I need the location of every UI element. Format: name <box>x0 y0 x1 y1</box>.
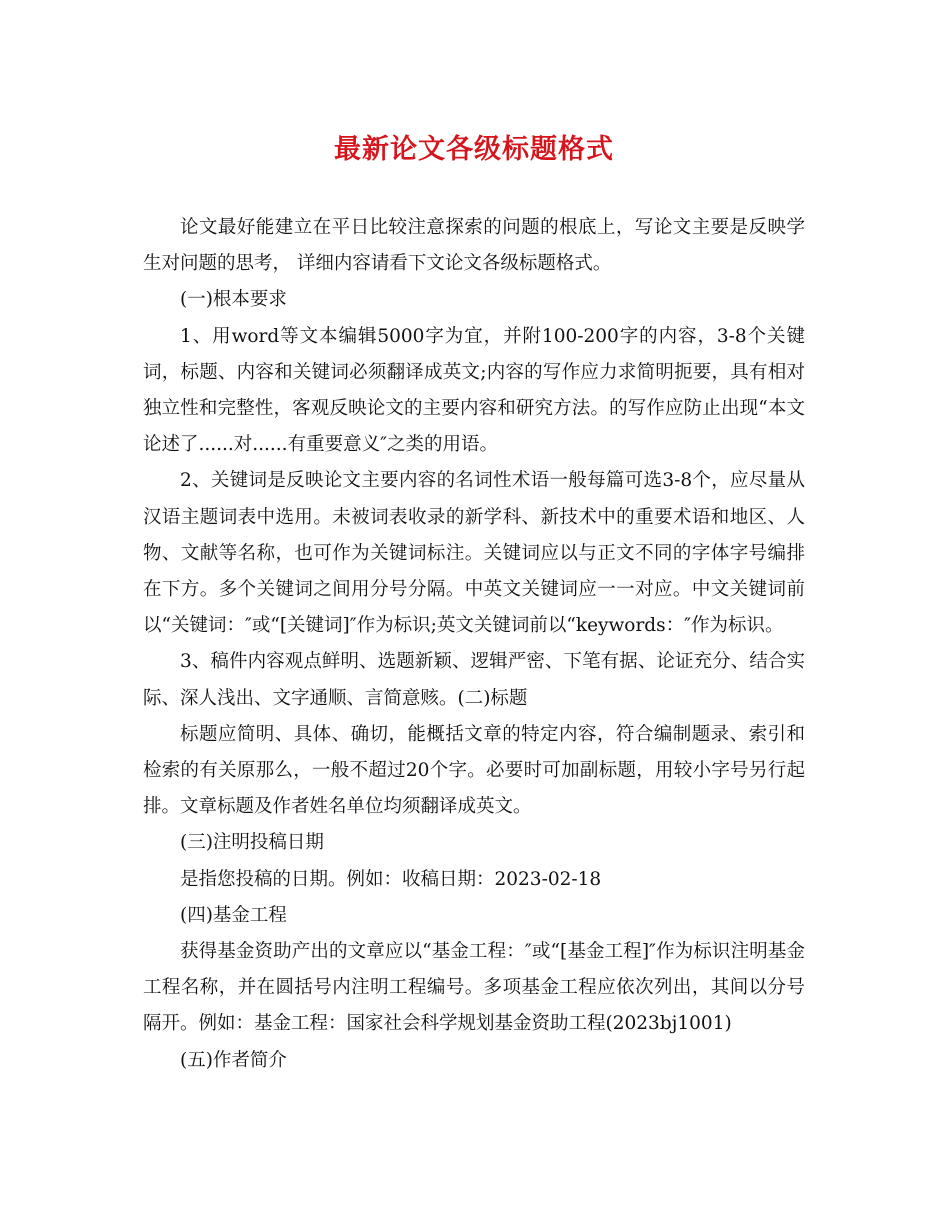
section-heading-author-bio: (五)作者简介 <box>180 1049 287 1071</box>
fund-project-paragraph: 获得基金资助产出的文章应以“基金工程：″或“[基金工程]″作为标识注明基金工程名称，并在圆括号内注明工程编号。多项基金工程应依次列出，其间以分号隔开。例如：基金工程：国家社会科学规划基金资助工程(2023bj1001) <box>143 941 805 1035</box>
section-heading-basic-requirements: (一)根本要求 <box>180 289 287 311</box>
section-heading-fund-project: (四)基金工程 <box>180 904 287 926</box>
requirement-item-3: 3、稿件内容观点鲜明、选题新颖、逻辑严密、下笔有据、论证充分、结合实际、深人浅出、文字通顺、言简意赅。(二)标题 <box>143 651 805 709</box>
section-heading-submission-date: (三)注明投稿日期 <box>180 832 324 854</box>
document-title: 最新论文各级标题格式 <box>334 134 614 165</box>
intro-paragraph: 论文最好能建立在平日比较注意探索的问题的根底上，写论文主要是反映学生对问题的思考， 详细内容请看下文论文各级标题格式。 <box>143 217 805 275</box>
submission-date-paragraph: 是指您投稿的日期。例如：收稿日期：2023-02-18 <box>180 868 602 890</box>
requirement-item-2: 2、关键词是反映论文主要内容的名词性术语一般每篇可选3-8个，应尽量从汉语主题词表中选用。未被词表收录的新学科、新技术中的重要术语和地区、人物、文献等名称，也可作为关键词标注。关键词应以与正文不同的字体字号编排在下方。多个关键词之间用分号分隔。中英文关键词应一一对应。中文关键词前以“关键词：″或“[关键词]″作为标识;英文关键词前以“keywords：″作为标识。 <box>143 470 805 637</box>
requirement-item-1: 1、用word等文本编辑5000字为宜，并附100-200字的内容，3-8个关键词，标题、内容和关键词必须翻译成英文;内容的写作应力求简明扼要，具有相对独立性和完整性，客观反映论文的主要内容和研究方法。的写作应防止出现“本文论述了......对......有重要意义″之类的用语。 <box>143 325 805 456</box>
title-rules-paragraph: 标题应简明、具体、确切，能概括文章的特定内容，符合编制题录、索引和检索的有关原那么，一般不超过20个字。必要时可加副标题，用较小字号另行起排。文章标题及作者姓名单位均须翻译成英文。 <box>143 723 805 818</box>
